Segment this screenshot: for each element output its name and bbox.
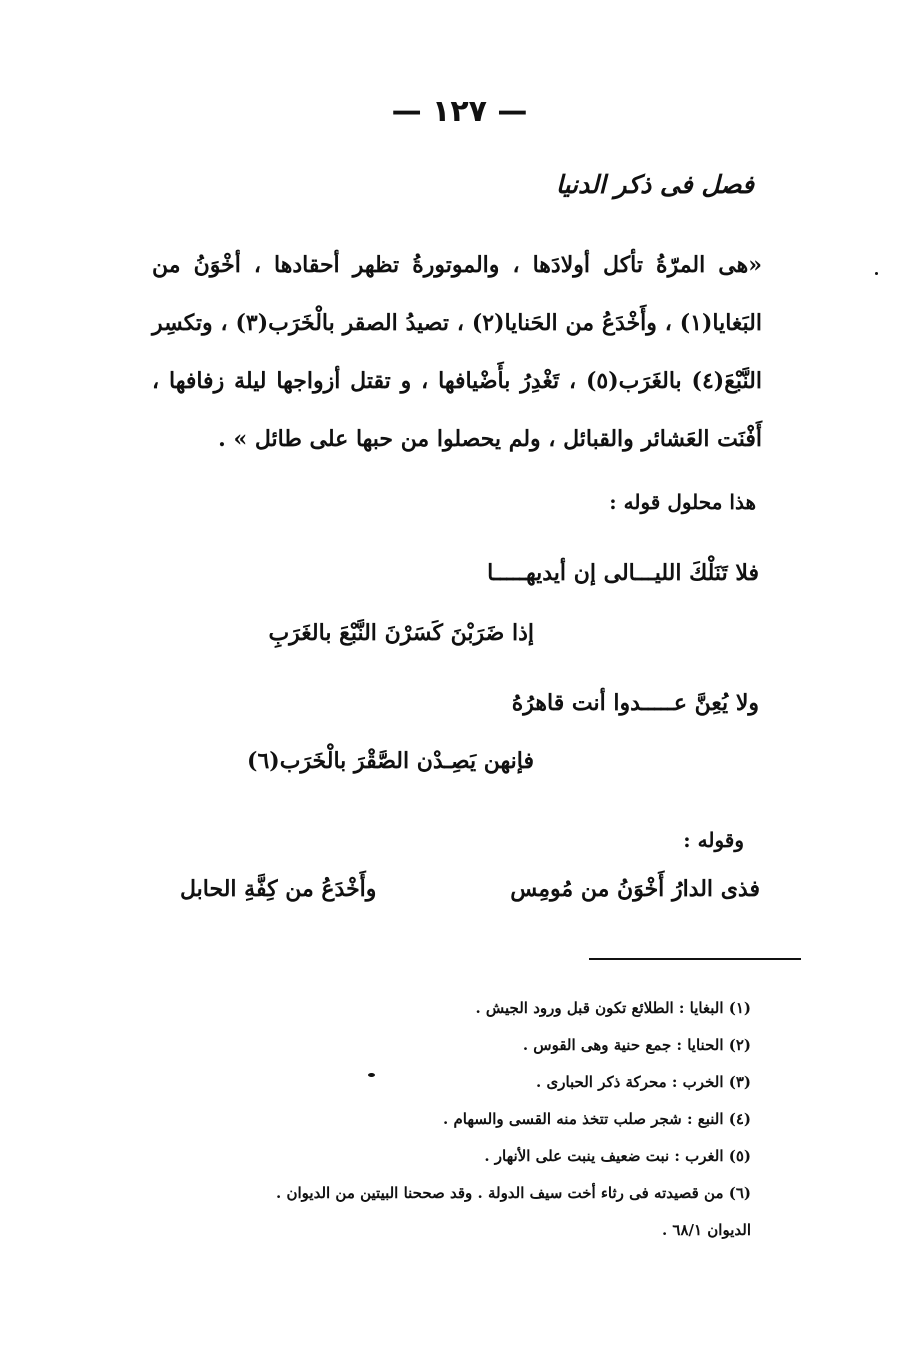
footnote-5: (٥) الغرب : نبت ضعيف ينبت على الأنهار . [484, 1147, 751, 1165]
footnotes [151, 990, 751, 1249]
verse-line-3: ولا يُعِنَّ عـــــدوا أنت قاهرُهُ [511, 690, 759, 716]
verse-second-hemistich: وأَخْدَعُ من كِفَّةِ الحابل [180, 876, 377, 902]
footnote-6: (٦) من قصيدته فى رثاء أخت سيف الدولة . وقد صححنا البيتين من الديوان . [276, 1184, 751, 1202]
verse-line-4: فإنهن يَصِـدْن الصَّقْرَ بالْخَرَب(٦) [247, 748, 534, 774]
page-number: — ١٢٧ — [391, 94, 528, 129]
single-verse-line [180, 876, 760, 902]
verse-first-hemistich: فذى الدارُ أَخْوَنُ من مُومِس [510, 876, 760, 902]
footnote-3: (٣) الخرب : محركة ذكر الحبارى . [536, 1073, 751, 1091]
verse-line-2: إذا ضَرَبْنَ كَسَرْنَ النَّبْعَ بالغَرَبِ [268, 620, 534, 646]
footnote-2: (٢) الحنايا : جمع حنية وهى القوس . [522, 1036, 751, 1054]
verse-introduction: هذا محلول قوله : [609, 490, 756, 514]
footnote-6-continuation: الديوان ٦٨/١ . [661, 1221, 751, 1239]
verse-line-1: فلا تَنَلْكَ الليـــالى إن أيديهـــــا [487, 560, 759, 586]
main-paragraph: «هى المرّةُ تأكل أولادَها ، والموتورةُ تظهر أحقادها ، أخْوَنُ من البَغايا(١) ، وأَخْدَعُ من الحَنايا(٢) ، تصيدُ الصقر بالْخَرَب(٣) ، وتكسِر النَّبْعَ(٤) بالغَرَب(٥) ، تَغْدِرُ بأَضْيافها ، و تقتل أزواجها ليلة زفافها ، أَفْنَت العَشائر والقبائل ، ولم يحصلوا من حبها على طائل » . [152, 252, 762, 452]
ink-mark [875, 272, 878, 275]
section-heading: فصل فى ذكر الدنيا [555, 170, 754, 199]
footnote-divider [589, 958, 801, 960]
footnote-4: (٤) النبع : شجر صلب تتخذ منه القسى والسهام . [443, 1110, 751, 1128]
footnote-1: (١) البغايا : الطلائع تكون قبل ورود الجيش . [475, 999, 751, 1017]
ink-mark [368, 1073, 375, 1077]
second-quote-introduction: وقوله : [683, 828, 744, 852]
